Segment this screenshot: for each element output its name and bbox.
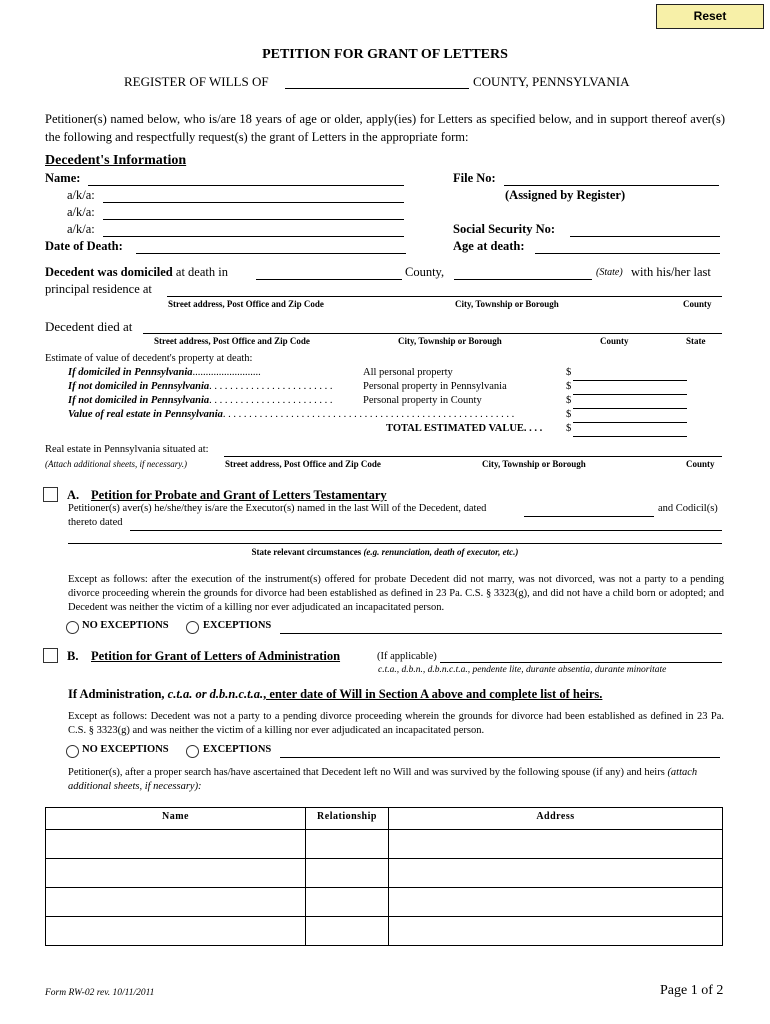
total-label: TOTAL ESTIMATED VALUE. . . . (386, 423, 543, 434)
domicile-county-field[interactable] (256, 279, 402, 280)
estimate-row-2-label: If not domiciled in Pennsylvania. . . . . . . . . . . . . . . . . . . . . . . . (68, 381, 333, 392)
his-her-label: with his/her last (631, 265, 711, 279)
estimate-field-4[interactable] (573, 422, 687, 423)
ssn-field[interactable] (570, 236, 720, 237)
state-label: (State) (596, 267, 623, 278)
codicil-date-field[interactable] (130, 530, 722, 531)
domicile-state-field[interactable] (454, 279, 592, 280)
heirs-header-address: Address (389, 808, 723, 830)
county-label: County, (405, 265, 445, 279)
aka-label-3: a/k/a: (67, 222, 95, 236)
section-b-letter: B. (67, 649, 79, 663)
caption-state-2: State (686, 336, 706, 346)
aka-field-1[interactable] (103, 202, 404, 203)
caption-county-3: County (686, 459, 715, 469)
died-at-field[interactable] (143, 333, 722, 334)
total-field[interactable] (573, 436, 687, 437)
section-a-title: Petition for Probate and Grant of Letters Testamentary (91, 488, 387, 502)
heir-address-cell[interactable] (389, 888, 723, 917)
if-administration-line: If Administration, c.t.a. or d.b.n.c.t.a., enter date of Will in Section A above and complete list of heirs. (68, 687, 603, 701)
aka-field-3[interactable] (103, 236, 404, 237)
caption-city-3: City, Township or Borough (482, 459, 586, 469)
section-b-title: Petition for Grant of Letters of Administration (91, 649, 341, 663)
dollar-sign: $ (566, 381, 572, 392)
heir-address-cell[interactable] (389, 917, 723, 946)
table-row (46, 888, 723, 917)
caption-street-2: Street address, Post Office and Zip Code (154, 336, 310, 346)
heir-address-cell[interactable] (389, 859, 723, 888)
dollar-sign: $ (566, 395, 572, 406)
heir-relationship-cell[interactable] (306, 859, 389, 888)
section-a-exceptions-radio[interactable] (186, 621, 199, 634)
estimate-row-2-desc: Personal property in Pennsylvania (363, 381, 507, 392)
relevant-circumstances-field[interactable] (68, 543, 722, 544)
caption-city: City, Township or Borough (455, 299, 559, 309)
page-title: PETITION FOR GRANT OF LETTERS (262, 47, 508, 62)
estimate-field-2[interactable] (573, 394, 687, 395)
section-b-checkbox[interactable] (43, 648, 58, 663)
aka-label-2: a/k/a: (67, 205, 95, 219)
principal-residence-label: principal residence at (45, 282, 152, 296)
attach-note: (Attach additional sheets, if necessary.) (45, 459, 187, 469)
assigned-label: (Assigned by Register) (505, 188, 626, 202)
name-field[interactable] (88, 185, 404, 186)
section-a-except-text: Except as follows: after the execution of the instrument(s) offered for probate Decedent did not marry, was not divorced, was not a party to a pending divorce proceeding wherein the grounds for divorce had been established as defined in 23 Pa. C.S. § 3323(g), and did not have a child born or adopted; and Decedent was neither the victim of a killing nor ever adjudicated an incapacitated person. (68, 574, 724, 613)
section-a-no-exceptions-label: NO EXCEPTIONS (82, 620, 169, 631)
administration-types: c.t.a., d.b.n., d.b.n.c.t.a., pendente lite, durante absentia, durante minoritate (378, 665, 667, 675)
caption-street-3: Street address, Post Office and Zip Code (225, 459, 381, 469)
aka-field-2[interactable] (103, 219, 404, 220)
dollar-sign: $ (566, 409, 572, 420)
state-relevant-caption: State relevant circumstances (e.g. renunciation, death of executor, etc.) (251, 547, 519, 557)
heir-name-cell[interactable] (46, 888, 306, 917)
dollar-sign: $ (566, 367, 572, 378)
estimate-row-3-desc: Personal property in County (363, 395, 482, 406)
caption-city-2: City, Township or Borough (398, 336, 502, 346)
heirs-header-relationship: Relationship (306, 808, 389, 830)
register-county-field[interactable] (285, 88, 469, 89)
estimate-heading: Estimate of value of decedent's property at death: (45, 353, 253, 364)
domiciled-bold: Decedent was domiciled (45, 265, 173, 279)
age-field[interactable] (535, 253, 720, 254)
heir-relationship-cell[interactable] (306, 917, 389, 946)
estimate-field-3[interactable] (573, 408, 687, 409)
heirs-table (45, 807, 723, 946)
date-of-death-label: Date of Death: (45, 239, 123, 253)
section-a-exceptions-label: EXCEPTIONS (203, 620, 272, 631)
section-a-checkbox[interactable] (43, 487, 58, 502)
register-prefix: REGISTER OF WILLS OF (124, 74, 269, 89)
decedent-heading: Decedent's Information (45, 153, 187, 168)
heir-name-cell[interactable] (46, 917, 306, 946)
principal-residence-field[interactable] (167, 296, 722, 297)
caption-county: County (683, 299, 712, 309)
age-label: Age at death: (453, 239, 525, 253)
caption-county-2: County (600, 336, 629, 346)
page-number: Page 1 of 2 (660, 983, 724, 998)
ssn-label: Social Security No: (453, 222, 556, 236)
thereto-label: thereto dated (68, 517, 123, 528)
domiciled-rest: at death in (172, 265, 228, 279)
date-of-death-field[interactable] (136, 253, 406, 254)
table-row (46, 859, 723, 888)
heir-relationship-cell[interactable] (306, 888, 389, 917)
reset-button[interactable]: Reset (656, 4, 764, 29)
died-at-label: Decedent died at (45, 319, 133, 334)
real-estate-field[interactable] (224, 456, 722, 457)
administration-type-field[interactable] (440, 662, 722, 663)
section-b-except-text: Except as follows: Decedent was not a party to a pending divorce proceeding wherein the grounds for divorce had been established as defined in 23 Pa. C.S. § 3323(g) and was neither the victim of a killing nor ever adjudicated an incapacitated person. (68, 711, 724, 736)
heir-relationship-cell[interactable] (306, 830, 389, 859)
section-b-exceptions-field[interactable] (280, 757, 720, 758)
codicils-label: and Codicil(s) (658, 503, 718, 514)
caption-street: Street address, Post Office and Zip Code (168, 299, 324, 309)
if-applicable-label: (If applicable) (377, 651, 437, 662)
heirs-header-name: Name (46, 808, 306, 830)
domiciled-text (45, 265, 228, 280)
estimate-row-4-label: Value of real estate in Pennsylvania. . . . . . . . . . . . . . . . . . . . . . . . . . . . . . . . . . . . . . . . . . . . . . . . . . . . . . . . (68, 409, 515, 420)
section-a-no-exceptions-radio[interactable] (66, 621, 79, 634)
file-no-field[interactable] (504, 185, 719, 186)
heirs-paragraph: Petitioner(s), after a proper search has/have ascertained that Decedent left no Will and was survived by the following spouse (if any) and heirs (attach additional sheets, if necessary): (68, 767, 698, 792)
section-a-exceptions-field[interactable] (280, 633, 722, 634)
register-suffix: COUNTY, PENNSYLVANIA (473, 74, 630, 89)
file-no-label: File No: (453, 171, 496, 185)
estimate-row-1-desc: All personal property (363, 367, 453, 378)
section-a-letter: A. (67, 488, 80, 502)
estimate-field-1[interactable] (573, 380, 687, 381)
section-b-no-exceptions-label: NO EXCEPTIONS (82, 744, 169, 755)
section-b-no-exceptions-radio[interactable] (66, 745, 79, 758)
heir-name-cell[interactable] (46, 859, 306, 888)
section-b-exceptions-radio[interactable] (186, 745, 199, 758)
section-a-aver: Petitioner(s) aver(s) he/she/they is/are the Executor(s) named in the last Will of the Decedent, dated (68, 503, 487, 514)
estimate-row-3-label: If not domiciled in Pennsylvania. . . . . . . . . . . . . . . . . . . . . . . . (68, 395, 333, 406)
form-number: Form RW-02 rev. 10/11/2011 (45, 988, 155, 998)
estimate-row-1-label: If domiciled in Pennsylvania.......................... (68, 367, 261, 378)
table-row (46, 830, 723, 859)
dollar-sign: $ (566, 423, 572, 434)
aka-label-1: a/k/a: (67, 188, 95, 202)
heir-address-cell[interactable] (389, 830, 723, 859)
section-b-exceptions-label: EXCEPTIONS (203, 744, 272, 755)
table-row (46, 917, 723, 946)
real-estate-label: Real estate in Pennsylvania situated at: (45, 444, 209, 455)
will-date-field[interactable] (524, 516, 654, 517)
intro-paragraph: Petitioner(s) named below, who is/are 18 years of age or older, apply(ies) for Letters as specified below, and in support thereof aver(s) the following and respectfully request(s) the grant of Letters in the appropriate form: (45, 112, 725, 144)
heir-name-cell[interactable] (46, 830, 306, 859)
name-label: Name: (45, 171, 81, 185)
